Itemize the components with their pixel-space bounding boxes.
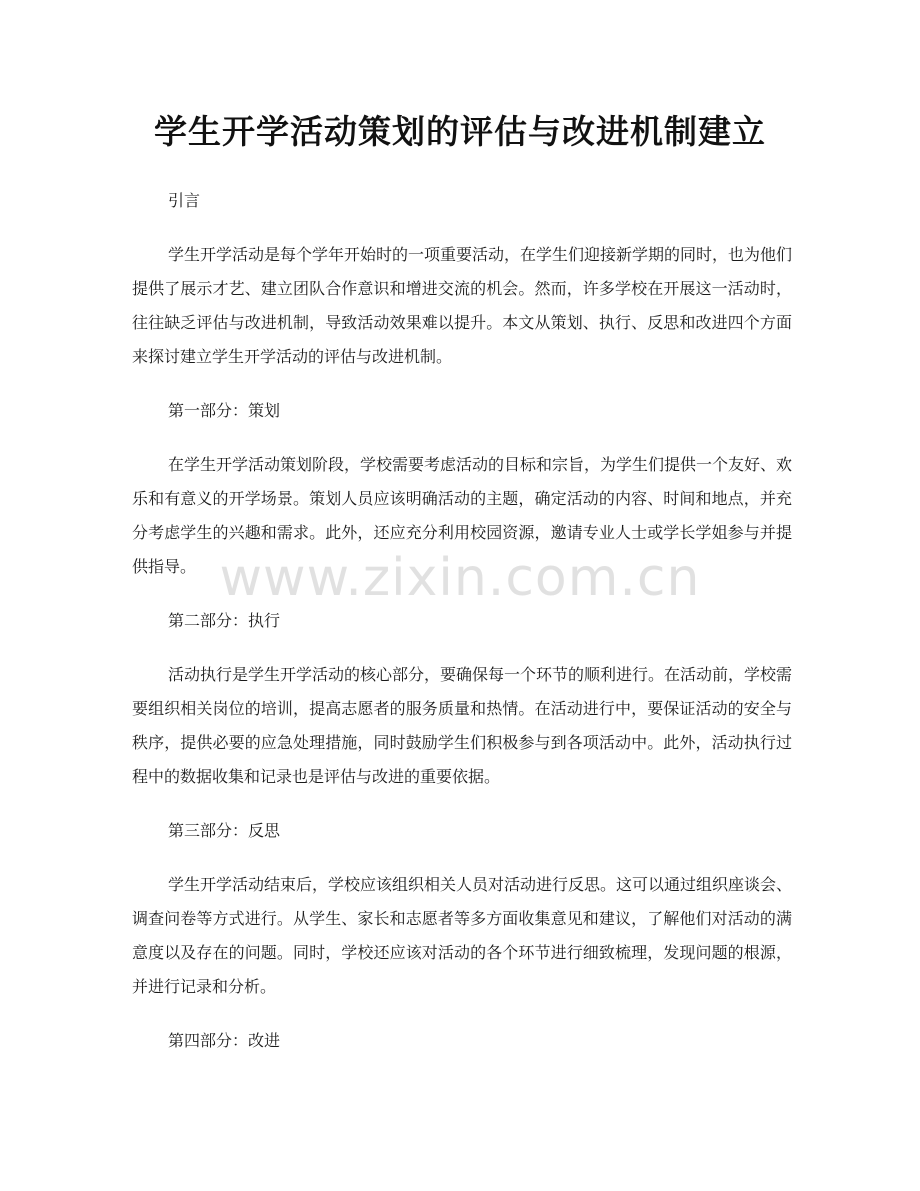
- section-text-reflection: 学生开学活动结束后，学校应该组织相关人员对活动进行反思。这可以通过组织座谈会、调查问卷等方式进行。从学生、家长和志愿者等多方面收集意见和建议，了解他们对活动的满意度以及存在的问题。同时，学校还应该对活动的各个环节进行细致梳理，发现问题的根源，并进行记录和分析。: [132, 875, 793, 996]
- section-text-execution: 活动执行是学生开学活动的核心部分，要确保每一个环节的顺利进行。在活动前，学校需要组织相关岗位的培训，提高志愿者的服务质量和热情。在活动进行中，要保证活动的安全与秩序，提供必要的应急处理措施，同时鼓励学生们积极参与到各项活动中。此外，活动执行过程中的数据收集和记录也是评估与改进的重要依据。: [132, 665, 793, 786]
- section-heading-intro: 引言: [168, 191, 201, 210]
- section-heading-planning: 第一部分：策划: [168, 401, 281, 420]
- section-text-planning: 在学生开学活动策划阶段，学校需要考虑活动的目标和宗旨，为学生们提供一个友好、欢乐和有意义的开学场景。策划人员应该明确活动的主题，确定活动的内容、时间和地点，并充分考虑学生的兴趣和需求。此外，还应充分利用校园资源，邀请专业人士或学长学姐参与并提供指导。: [132, 455, 793, 576]
- section-heading-improvement: 第四部分：改进: [168, 1031, 281, 1050]
- section-heading-reflection: 第三部分：反思: [168, 821, 281, 840]
- document-title: 学生开学活动策划的评估与改进机制建立: [154, 112, 766, 151]
- document-body: [132, 184, 792, 1058]
- section-text-intro: 学生开学活动是每个学年开始时的一项重要活动，在学生们迎接新学期的同时，也为他们提供了展示才艺、建立团队合作意识和增进交流的机会。然而，许多学校在开展这一活动时，往往缺乏评估与改进机制，导致活动效果难以提升。本文从策划、执行、反思和改进四个方面来探讨建立学生开学活动的评估与改进机制。: [132, 245, 793, 366]
- section-heading-execution: 第二部分：执行: [168, 611, 281, 630]
- watermark-text: www.zixin.com.cn: [219, 548, 701, 608]
